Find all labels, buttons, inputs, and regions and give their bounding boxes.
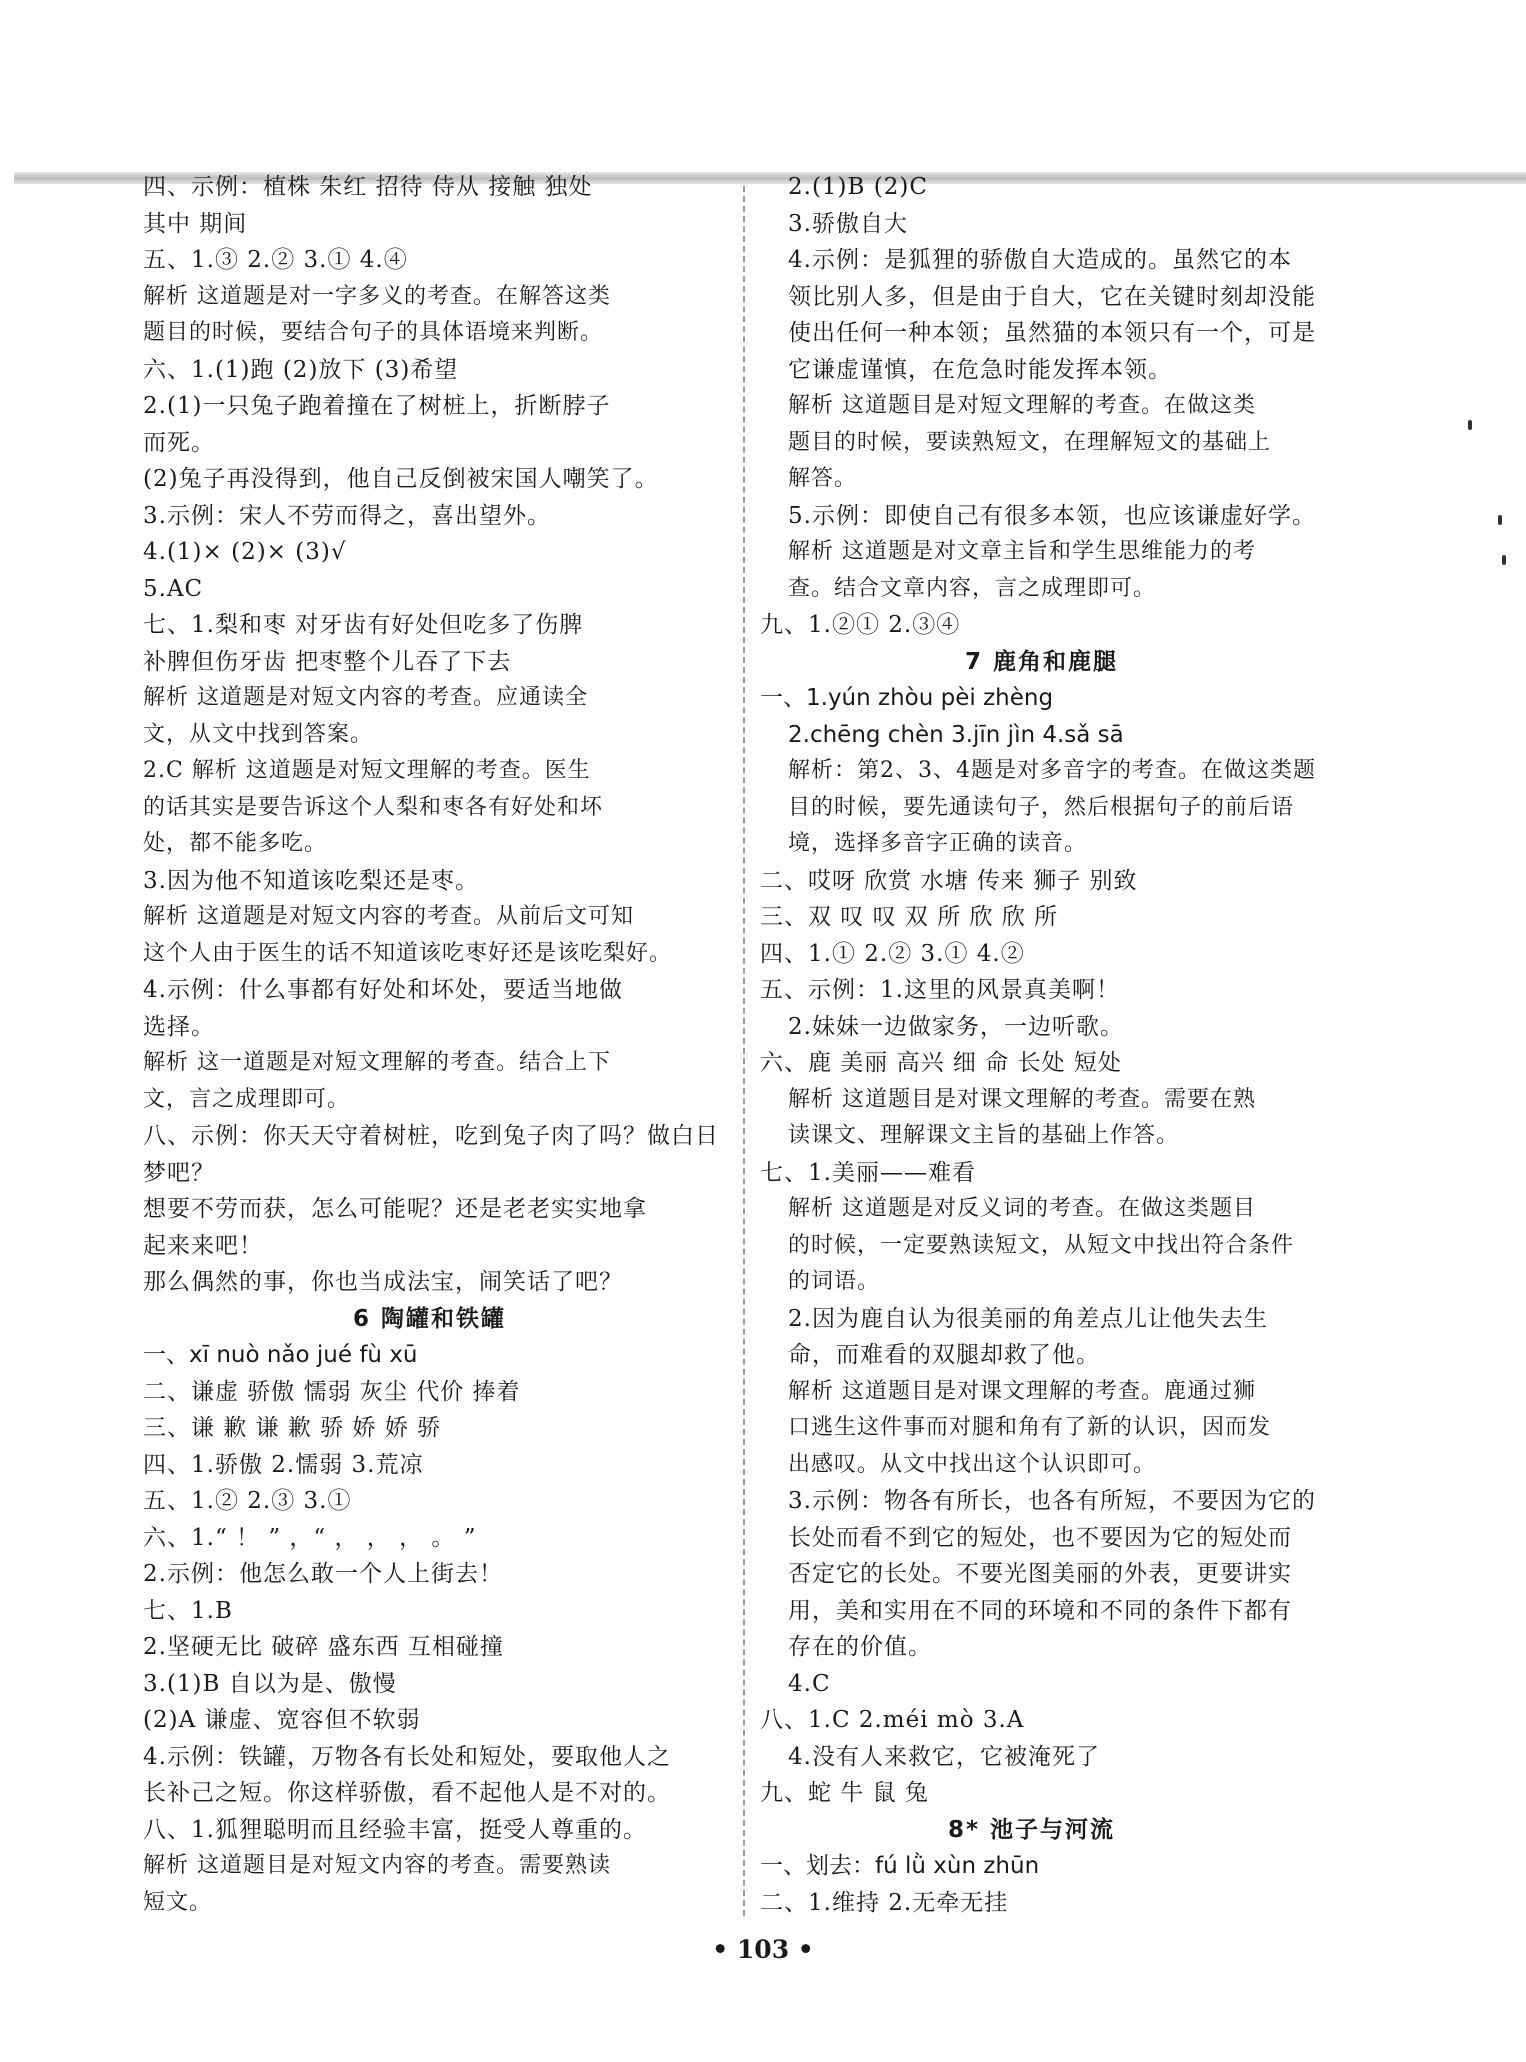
answer-line: 4.示例：铁罐，万物各有长处和短处，要取他人之 (143, 1744, 671, 1770)
answer-line: 用，美和实用在不同的环境和不同的条件下都有 (788, 1598, 1292, 1624)
explanation-line: 处，都不能多吃。 (143, 831, 328, 856)
answer-line: 领比别人多，但是由于自大，它在关键时刻却没能 (788, 284, 1316, 310)
explanation-line: 解析 这道题是对文章主旨和学生思维能力的考 (788, 539, 1256, 564)
answer-line: 2.坚硬无比 破碎 盛东西 互相碰撞 (143, 1634, 504, 1660)
answer-line: 3.(1)B 自以为是、傲慢 (143, 1671, 397, 1697)
answer-line: 九、1.②① 2.③④ (760, 612, 961, 638)
answer-line: 4.示例：是狐狸的骄傲自大造成的。虽然它的本 (788, 247, 1292, 273)
column-divider (743, 186, 745, 1916)
answer-line: 使出任何一种本领；虽然猫的本领只有一个，可是 (788, 320, 1316, 346)
answer-line: 3.因为他不知道该吃梨还是枣。 (143, 868, 479, 894)
answer-line: 八、1.狐狸聪明而且经验丰富，挺受人尊重的。 (143, 1817, 647, 1843)
explanation-line: 解析：第2、3、4题是对多音字的考查。在做这类题 (788, 758, 1316, 783)
answer-line: 想要不劳而获，怎么可能呢？还是老老实实地拿 (143, 1196, 647, 1222)
pinyin-line: 2.chēng chèn 3.jīn jìn 4.sǎ sā (788, 722, 1124, 748)
explanation-line: 目的时候，要先通读句子，然后根据句子的前后语 (788, 795, 1295, 820)
scan-speck (1498, 515, 1502, 525)
answer-line: 4.(1)× (2)× (3)√ (143, 539, 347, 565)
answer-line: 起来来吧！ (143, 1233, 263, 1259)
answer-line: 四、示例：植株 朱红 招待 侍从 接触 独处 (143, 174, 593, 200)
answer-line: 六、1.“ ！ ” ，“ ， ， ， 。 ” (143, 1525, 477, 1551)
explanation-line: 的话其实是要告诉这个人梨和枣各有好处和坏 (143, 795, 604, 820)
answer-line: 4.C (788, 1671, 831, 1697)
explanation-line: 解析 这一道题是对短文理解的考查。结合上下 (143, 1050, 611, 1075)
explanation-line: 查。结合文章内容，言之成理即可。 (788, 576, 1157, 601)
answer-line: 七、1.美丽——难看 (760, 1160, 976, 1186)
answer-line: 三、谦 歉 谦 歉 骄 娇 娇 骄 (143, 1415, 442, 1441)
explanation-line: 解析 这道题是对短文内容的考查。从前后文可知 (143, 904, 634, 929)
pinyin-line: 一、1.yún zhòu pèi zhèng (760, 685, 1054, 711)
answer-line: 3.示例：物各有所长，也各有所短，不要因为它的 (788, 1488, 1316, 1514)
answer-line: 长处而看不到它的短处，也不要因为它的短处而 (788, 1525, 1292, 1551)
answer-line: 2.妹妹一边做家务，一边听歌。 (788, 1014, 1124, 1040)
explanation-line: 的词语。 (788, 1269, 881, 1294)
explanation-line: 解析 这道题是对反义词的考查。在做这类题目 (788, 1196, 1256, 1221)
answer-line: 三、双 叹 叹 双 所 欣 欣 所 (760, 904, 1059, 930)
answer-line: 七、1.B (143, 1598, 233, 1624)
answer-line: 5.示例：即使自己有很多本领，也应该谦虚好学。 (788, 503, 1316, 529)
answer-line: 五、1.② 2.③ 3.① (143, 1488, 352, 1514)
answer-line: 5.AC (143, 576, 204, 602)
answer-line: 九、蛇 牛 鼠 兔 (760, 1780, 929, 1806)
answer-line: 五、示例：1.这里的风景真美啊！ (760, 977, 1120, 1003)
answer-line: 它谦虚谨慎，在危急时能发挥本领。 (788, 357, 1172, 383)
explanation-line: 出感叹。从文中找出这个认识即可。 (788, 1452, 1157, 1477)
explanation-line: 的时候，一定要熟读短文，从短文中找出符合条件 (788, 1233, 1295, 1258)
answer-line: (2)兔子再没得到，他自己反倒被宋国人嘲笑了。 (143, 466, 659, 492)
answer-line: 3.骄傲自大 (788, 211, 908, 237)
answer-line: 选择。 (143, 1014, 215, 1040)
answer-line: 2.示例：他怎么敢一个人上街去！ (143, 1561, 503, 1587)
explanation-line: 读课文、理解课文主旨的基础上作答。 (788, 1123, 1180, 1148)
lesson-heading: 6 陶罐和铁罐 (353, 1306, 507, 1332)
answer-line: 而死。 (143, 430, 215, 456)
answer-line: 二、谦虚 骄傲 懦弱 灰尘 代价 捧着 (143, 1379, 521, 1405)
answer-line: 4.没有人来救它，它被淹死了 (788, 1744, 1100, 1770)
answer-line: 二、哎呀 欣赏 水塘 传来 狮子 别致 (760, 868, 1138, 894)
answer-line: 存在的价值。 (788, 1634, 932, 1660)
answer-line: (2)A 谦虚、宽容但不软弱 (143, 1707, 421, 1733)
answer-line: 四、1.骄傲 2.懦弱 3.荒凉 (143, 1452, 424, 1478)
page-number: • 103 • (712, 1935, 814, 1964)
explanation-line: 题目的时候，要读熟短文，在理解短文的基础上 (788, 430, 1272, 455)
answer-line: 命，而难看的双腿却救了他。 (788, 1342, 1100, 1368)
answer-line: 2.(1)一只兔子跑着撞在了树桩上，折断脖子 (143, 393, 611, 419)
answer-line: 那么偶然的事，你也当成法宝，闹笑话了吧？ (143, 1269, 623, 1295)
explanation-line: 解析 这道题目是对短文内容的考查。需要熟读 (143, 1853, 611, 1878)
answer-line: 二、1.维持 2.无牵无挂 (760, 1890, 1009, 1916)
lesson-heading: 8* 池子与河流 (948, 1817, 1116, 1843)
answer-line: 4.示例：什么事都有好处和坏处，要适当地做 (143, 977, 623, 1003)
answer-line: 七、1.梨和枣 对牙齿有好处但吃多了伤脾 (143, 612, 584, 638)
explanation-line: 2.C 解析 这道题是对短文理解的考查。医生 (143, 758, 591, 783)
answer-line: 其中 期间 (143, 211, 248, 237)
scan-speck (1468, 420, 1472, 430)
explanation-line: 解析 这道题目是对短文理解的考查。在做这类 (788, 393, 1256, 418)
explanation-line: 短文。 (143, 1890, 213, 1915)
answer-line: 梦吧？ (143, 1160, 215, 1186)
answer-line: 2.(1)B (2)C (788, 174, 928, 200)
scan-speck (1502, 555, 1506, 565)
answer-line: 长补己之短。你这样骄傲，看不起他人是不对的。 (143, 1780, 671, 1806)
answer-line: 四、1.① 2.② 3.① 4.② (760, 941, 1025, 967)
answer-line: 五、1.③ 2.② 3.① 4.④ (143, 247, 408, 273)
explanation-line: 解答。 (788, 466, 858, 491)
explanation-line: 文，从文中找到答案。 (143, 722, 374, 747)
explanation-line: 这个人由于医生的话不知道该吃枣好还是该吃梨好。 (143, 941, 673, 966)
explanation-line: 文，言之成理即可。 (143, 1087, 351, 1112)
explanation-line: 解析 这道题目是对课文理解的考查。需要在熟 (788, 1087, 1256, 1112)
lesson-heading: 7 鹿角和鹿腿 (965, 649, 1119, 675)
answer-line: 2.因为鹿自认为很美丽的角差点儿让他失去生 (788, 1306, 1268, 1332)
explanation-line: 解析 这道题目是对课文理解的考查。鹿通过狮 (788, 1379, 1256, 1404)
answer-line: 六、鹿 美丽 高兴 细 命 长处 短处 (760, 1050, 1122, 1076)
explanation-line: 口逃生这件事而对腿和角有了新的认识，因而发 (788, 1415, 1272, 1440)
answer-line: 3.示例：宋人不劳而得之，喜出望外。 (143, 503, 551, 529)
answer-line: 否定它的长处。不要光图美丽的外表，更要讲实 (788, 1561, 1292, 1587)
explanation-line: 解析 这道题是对短文内容的考查。应通读全 (143, 685, 588, 710)
pinyin-line: 一、xī nuò nǎo jué fù xū (143, 1342, 418, 1368)
answer-line: 八、1.C 2.méi mò 3.A (760, 1707, 1025, 1733)
pinyin-line: 一、划去：fú lǜ xùn zhūn (760, 1853, 1040, 1879)
answer-line: 八、示例：你天天守着树桩，吃到兔子肉了吗？做白日 (143, 1123, 719, 1149)
explanation-line: 境，选择多音字正确的读音。 (788, 831, 1088, 856)
answer-line: 六、1.(1)跑 (2)放下 (3)希望 (143, 357, 459, 383)
explanation-line: 题目的时候，要结合句子的具体语境来判断。 (143, 320, 604, 345)
explanation-line: 解析 这道题是对一字多义的考查。在解答这类 (143, 284, 611, 309)
answer-line: 补脾但伤牙齿 把枣整个儿吞了下去 (143, 649, 512, 675)
